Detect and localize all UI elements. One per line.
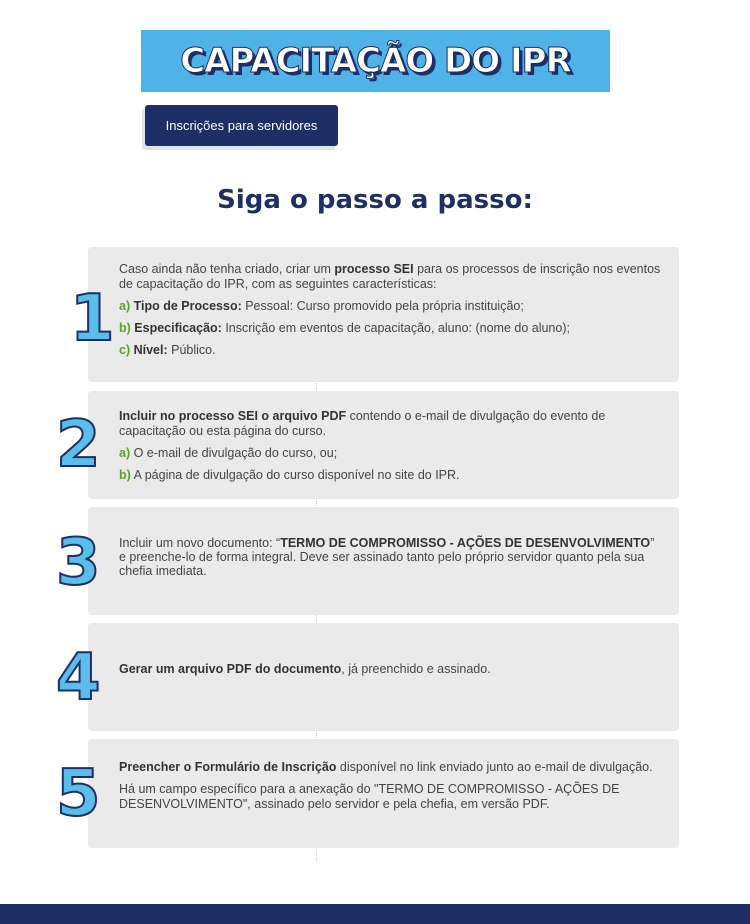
step-card-3 (56, 507, 679, 615)
page-title: CAPACITAÇÃO DO IPR (180, 41, 571, 81)
step-card-2 (56, 391, 679, 499)
step-content-3 (119, 536, 664, 585)
list-item: a) Tipo de Processo: Pessoal: Curso promovido pela própria instituição; (119, 299, 524, 313)
step-content-5 (119, 760, 664, 819)
step-card-5 (56, 739, 679, 848)
step-content-1 (119, 262, 664, 365)
steps-heading: Siga o passo a passo: (217, 185, 533, 215)
step-intro: Incluir um novo documento: “TERMO DE COMPROMISSO - AÇÕES DE DESENVOLVIMENTO” e preenche-lo de forma integral. Deve ser assinado tanto pelo próprio servidor quanto pela sua chefia imediata. (119, 536, 655, 578)
step-intro: Incluir no processo SEI o arquivo PDF contendo o e-mail de divulgação do evento de capacitação ou esta página do curso. (119, 409, 606, 438)
step-content-2 (119, 409, 664, 490)
step-number-2: 2 (56, 408, 101, 482)
list-item: b) A página de divulgação do curso disponível no site do IPR. (119, 468, 460, 482)
step-intro: Caso ainda não tenha criado, criar um processo SEI para os processos de inscrição nos eventos de capacitação do IPR, com as seguintes características: (119, 262, 661, 291)
list-item: a) O e-mail de divulgação do curso, ou; (119, 446, 338, 460)
footer-bar (0, 904, 750, 924)
step-extra: Há um campo específico para a anexação do "TERMO DE COMPROMISSO - AÇÕES DE DESENVOLVIMENTO", assinado pelo servidor e pela chefia, em versão PDF. (119, 782, 620, 811)
step-content-4 (119, 662, 664, 684)
subtitle-badge: Inscrições para servidores (145, 105, 338, 146)
step-number-3: 3 (56, 526, 101, 600)
step-card-4 (56, 623, 679, 731)
title-banner (141, 30, 610, 92)
step-card-1 (70, 247, 679, 382)
step-number-5: 5 (56, 757, 101, 831)
step-intro: Preencher o Formulário de Inscrição disponível no link enviado junto ao e-mail de divulgação. (119, 760, 653, 774)
list-item: b) Especificação: Inscrição em eventos de capacitação, aluno: (nome do aluno); (119, 321, 570, 335)
list-item: c) Nível: Público. (119, 343, 216, 357)
step-intro: Gerar um arquivo PDF do documento, já preenchido e assinado. (119, 662, 491, 676)
step-number-4: 4 (56, 641, 101, 715)
step-number-1: 1 (70, 282, 115, 356)
